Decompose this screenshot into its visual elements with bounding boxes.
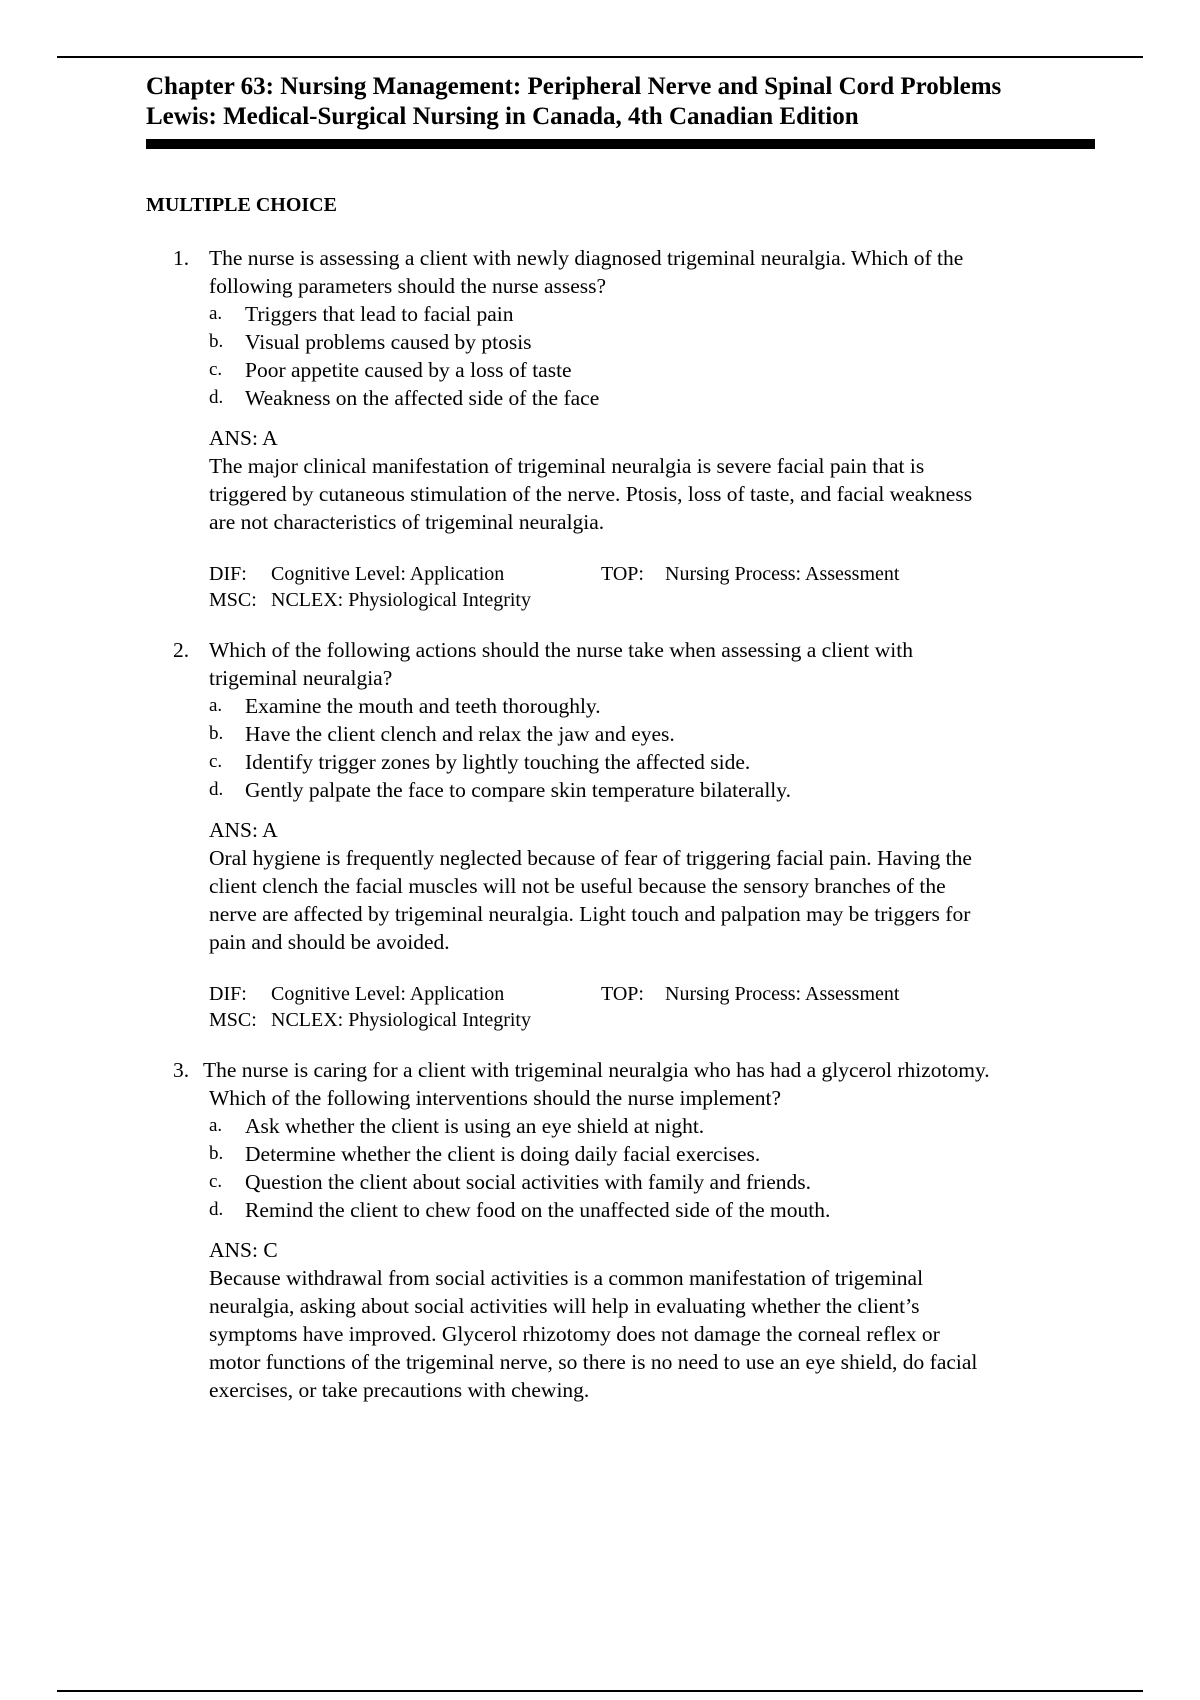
rationale-line: are not characteristics of trigeminal neuralgia. xyxy=(209,510,605,534)
question-number: 1. xyxy=(173,246,190,270)
msc-value: NCLEX: Physiological Integrity xyxy=(271,589,531,611)
option-b xyxy=(209,720,1096,748)
option-text: Triggers that lead to facial pain xyxy=(245,302,514,326)
option-text: Ask whether the client is using an eye shield at night. xyxy=(245,1114,705,1138)
top-label: TOP: xyxy=(601,563,644,585)
document-header xyxy=(146,72,1096,149)
topic-value: Nursing Process: Assessment xyxy=(665,983,900,1005)
answer-block xyxy=(209,1236,1096,1404)
option-a xyxy=(209,300,1096,328)
option-letter: a. xyxy=(209,695,223,716)
option-letter: d. xyxy=(209,387,224,408)
question-stem-line: following parameters should the nurse assess? xyxy=(209,274,607,298)
option-letter: a. xyxy=(209,303,223,324)
option-letter: a. xyxy=(209,1115,223,1136)
option-text: Visual problems caused by ptosis xyxy=(245,330,532,354)
answer-key: ANS: A xyxy=(209,426,278,450)
header-divider xyxy=(146,139,1095,149)
chapter-title: Chapter 63: Nursing Management: Peripheral Nerve and Spinal Cord Problems xyxy=(146,73,1002,100)
question-number: 3. xyxy=(173,1058,190,1082)
rationale-line: pain and should be avoided. xyxy=(209,930,450,954)
option-letter: b. xyxy=(209,331,224,352)
answer-block xyxy=(209,424,1096,536)
option-d xyxy=(209,1196,1096,1224)
option-text: Have the client clench and relax the jaw and eyes. xyxy=(245,722,675,746)
dif-label: DIF: xyxy=(209,983,247,1005)
rationale-line: triggered by cutaneous stimulation of the nerve. Ptosis, loss of taste, and facial weakness xyxy=(209,482,973,506)
question-stem-line: Which of the following actions should the nurse take when assessing a client with xyxy=(209,638,913,662)
option-a xyxy=(209,692,1096,720)
option-c xyxy=(209,748,1096,776)
section-heading: MULTIPLE CHOICE xyxy=(146,194,337,216)
question-1 xyxy=(146,244,1096,613)
option-letter: c. xyxy=(209,1171,223,1192)
question-stem-line: trigeminal neuralgia? xyxy=(209,666,393,690)
option-letter: c. xyxy=(209,359,223,380)
answer-key: ANS: C xyxy=(209,1238,278,1262)
option-text: Identify trigger zones by lightly touching the affected side. xyxy=(245,750,751,774)
option-letter: b. xyxy=(209,723,224,744)
topic-value: Nursing Process: Assessment xyxy=(665,563,900,585)
msc-value: NCLEX: Physiological Integrity xyxy=(271,1009,531,1031)
option-letter: d. xyxy=(209,779,224,800)
question-stem-line: The nurse is assessing a client with newly diagnosed trigeminal neuralgia. Which of the xyxy=(209,246,964,270)
answer-block xyxy=(209,816,1096,956)
option-b xyxy=(209,1140,1096,1168)
question-2 xyxy=(146,636,1096,1033)
option-text: Examine the mouth and teeth thoroughly. xyxy=(245,694,601,718)
msc-label: MSC: xyxy=(209,589,257,611)
question-metadata xyxy=(209,981,1096,1033)
option-c xyxy=(209,1168,1096,1196)
option-a xyxy=(209,1112,1096,1140)
top-rule xyxy=(57,56,1143,58)
rationale-line: symptoms have improved. Glycerol rhizotomy does not damage the corneal reflex or xyxy=(209,1322,940,1346)
rationale-line: Oral hygiene is frequently neglected because of fear of triggering facial pain. Having the xyxy=(209,846,972,870)
difficulty-value: Cognitive Level: Application xyxy=(271,983,505,1005)
option-b xyxy=(209,328,1096,356)
option-c xyxy=(209,356,1096,384)
option-text: Question the client about social activities with family and friends. xyxy=(245,1170,812,1194)
question-3 xyxy=(146,1056,1096,1404)
msc-label: MSC: xyxy=(209,1009,257,1031)
question-metadata xyxy=(209,561,1096,613)
answer-options xyxy=(209,1112,1096,1224)
option-letter: d. xyxy=(209,1199,224,1220)
option-d xyxy=(209,384,1096,412)
option-text: Poor appetite caused by a loss of taste xyxy=(245,358,572,382)
rationale-line: The major clinical manifestation of trigeminal neuralgia is severe facial pain that is xyxy=(209,454,925,478)
rationale-line: motor functions of the trigeminal nerve, so there is no need to use an eye shield, do facial xyxy=(209,1350,978,1374)
answer-options xyxy=(209,692,1096,804)
option-text: Gently palpate the face to compare skin temperature bilaterally. xyxy=(245,778,792,802)
top-label: TOP: xyxy=(601,983,644,1005)
rationale-line: exercises, or take precautions with chewing. xyxy=(209,1378,590,1402)
answer-options xyxy=(209,300,1096,412)
bottom-rule xyxy=(57,1690,1143,1692)
rationale-line: neuralgia, asking about social activities will help in evaluating whether the client’s xyxy=(209,1294,920,1318)
document-page xyxy=(146,72,1096,1404)
rationale-line: Because withdrawal from social activities is a common manifestation of trigeminal xyxy=(209,1266,924,1290)
option-text: Remind the client to chew food on the unaffected side of the mouth. xyxy=(245,1198,831,1222)
question-stem-line: Which of the following interventions should the nurse implement? xyxy=(209,1086,782,1110)
option-d xyxy=(209,776,1096,804)
answer-key: ANS: A xyxy=(209,818,278,842)
dif-label: DIF: xyxy=(209,563,247,585)
question-number: 2. xyxy=(173,638,190,662)
book-title: Lewis: Medical-Surgical Nursing in Canada, 4th Canadian Edition xyxy=(146,103,859,130)
option-text: Weakness on the affected side of the face xyxy=(245,386,600,410)
option-letter: c. xyxy=(209,751,223,772)
rationale-line: nerve are affected by trigeminal neuralgia. Light touch and palpation may be triggers for xyxy=(209,902,971,926)
option-letter: b. xyxy=(209,1143,224,1164)
question-stem-line: The nurse is caring for a client with trigeminal neuralgia who has had a glycerol rhizotomy. xyxy=(203,1058,990,1082)
rationale-line: client clench the facial muscles will not be useful because the sensory branches of the xyxy=(209,874,946,898)
option-text: Determine whether the client is doing daily facial exercises. xyxy=(245,1142,761,1166)
difficulty-value: Cognitive Level: Application xyxy=(271,563,505,585)
